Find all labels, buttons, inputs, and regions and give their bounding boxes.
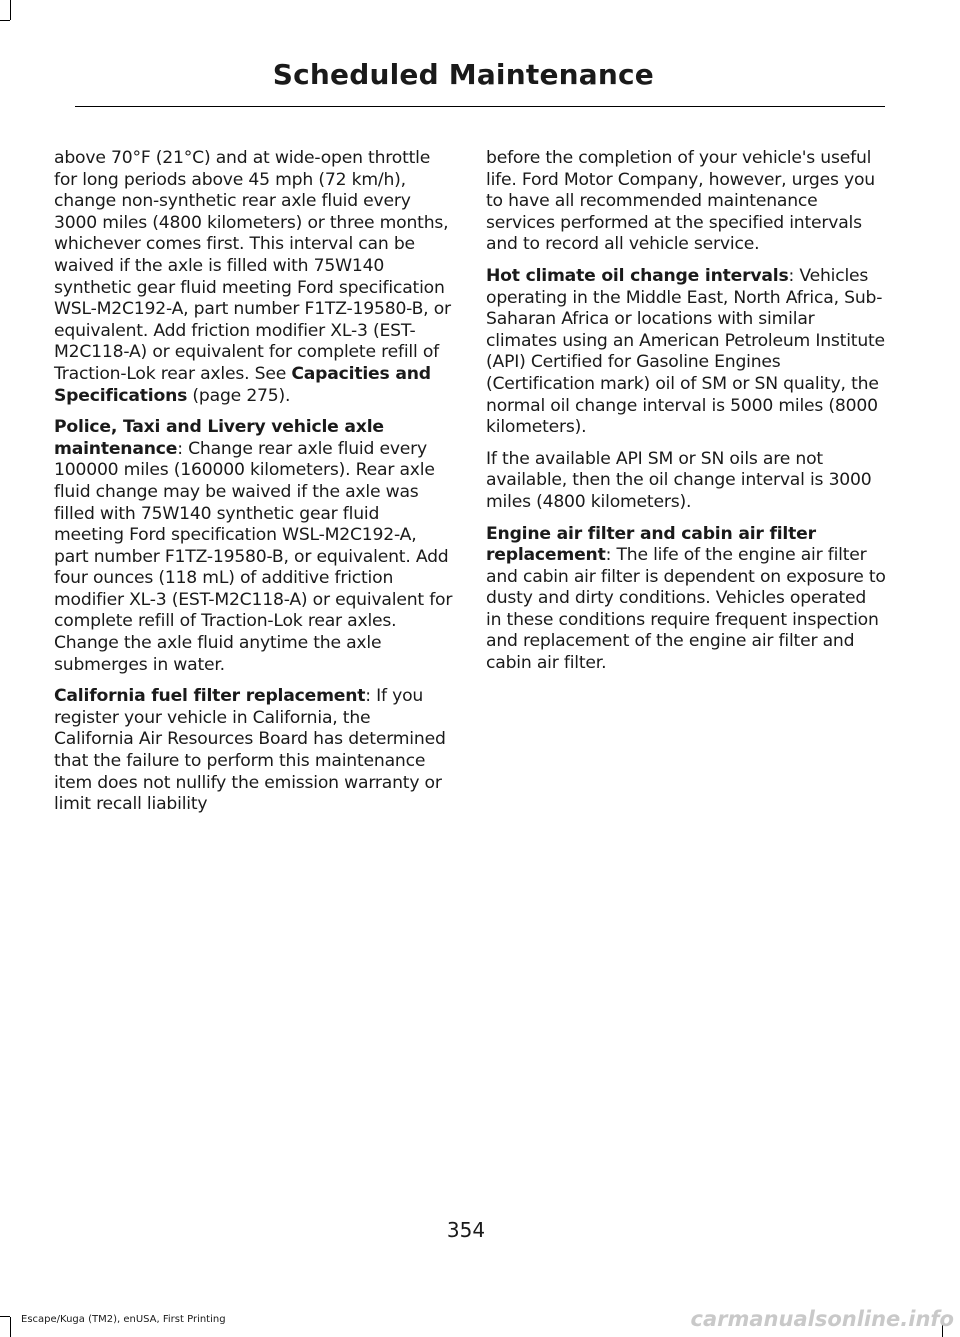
page-reference: (page 275).	[187, 385, 291, 406]
paragraph	[54, 417, 454, 676]
capacities-link[interactable]: Capacities and Specifications	[54, 363, 431, 406]
footer-text: Escape/Kuga (TM2), enUSA, First Printing	[21, 1314, 226, 1325]
page-title: Scheduled Maintenance	[272, 58, 654, 91]
crop-mark	[10, 1317, 11, 1337]
section-heading: Engine air filter and cabin air filter replacement	[486, 523, 816, 566]
left-column	[54, 148, 454, 826]
paragraph	[486, 524, 886, 675]
watermark-text: carmanualsonline.info	[690, 1307, 954, 1331]
paragraph	[54, 148, 454, 407]
paragraph-text: : Vehicles operating in the Middle East, North Africa, Sub-Saharan Africa or locations with similar climates using an American Petroleum Institute (API) Certified for Gasoline Engines (Certification mark) oil of SM or SN quality, the normal oil change interval is 5000 miles (8000 kilometers).	[486, 265, 885, 438]
section-heading: Hot climate oil change intervals	[486, 265, 789, 286]
paragraph-text: above 70°F (21°C) and at wide-open throttle for long periods above 45 mph (72 km/h), change non-synthetic rear axle fluid every 3000 miles (4800 kilometers) or three months, whichever comes first. This interval can be waived if the axle is filled with 75W140 synthetic gear fluid meeting Ford specification WSL-M2C192-A, part number F1TZ-19580-B, or equivalent. Add friction modifier XL-3 (EST-M2C118-A) or equivalent for complete refill of Traction-Lok rear axles. See	[54, 148, 451, 384]
crop-mark	[0, 20, 10, 21]
paragraph-text: : The life of the engine air filter and cabin air filter is dependent on exposure to dusty and dirty conditions. Vehicles operated in these conditions require frequent inspection and replacement of the engine air filter and cabin air filter.	[486, 545, 886, 674]
paragraph-text: : If you register your vehicle in California, the California Air Resources Board has determined that the failure to perform this maintenance item does not nullify the emission warranty or limit recall liability	[54, 686, 446, 815]
section-heading: Police, Taxi and Livery vehicle axle maintenance	[54, 417, 384, 459]
paragraph-text: before the completion of your vehicle's useful life. Ford Motor Company, however, urges you to have all recommended maintenance services performed at the specified intervals and to record all vehicle service.	[486, 148, 875, 255]
crop-mark	[10, 0, 11, 20]
paragraph	[486, 266, 886, 439]
right-column	[486, 148, 886, 685]
crop-mark	[0, 1316, 10, 1317]
paragraph-text: : Change rear axle fluid every 100000 miles (160000 kilometers). Rear axle fluid change may be waived if the axle was filled with 75W140 synthetic gear fluid meeting Ford specification WSL-M2C192-A, part number F1TZ-19580-B, or equivalent. Add four ounces (118 mL) of additive friction modifier XL-3 (EST-M2C118-A) or equivalent for complete refill of Traction-Lok rear axles. Change the axle fluid anytime the axle submerges in water.	[54, 438, 453, 675]
section-heading: California fuel filter replacement	[54, 686, 366, 707]
paragraph	[486, 449, 886, 514]
paragraph	[486, 148, 886, 256]
paragraph	[54, 686, 454, 816]
paragraph-text: If the available API SM or SN oils are not available, then the oil change interval is 3000 miles (4800 kilometers).	[486, 448, 872, 512]
header-divider	[75, 106, 885, 107]
page-number: 354	[446, 1218, 486, 1242]
